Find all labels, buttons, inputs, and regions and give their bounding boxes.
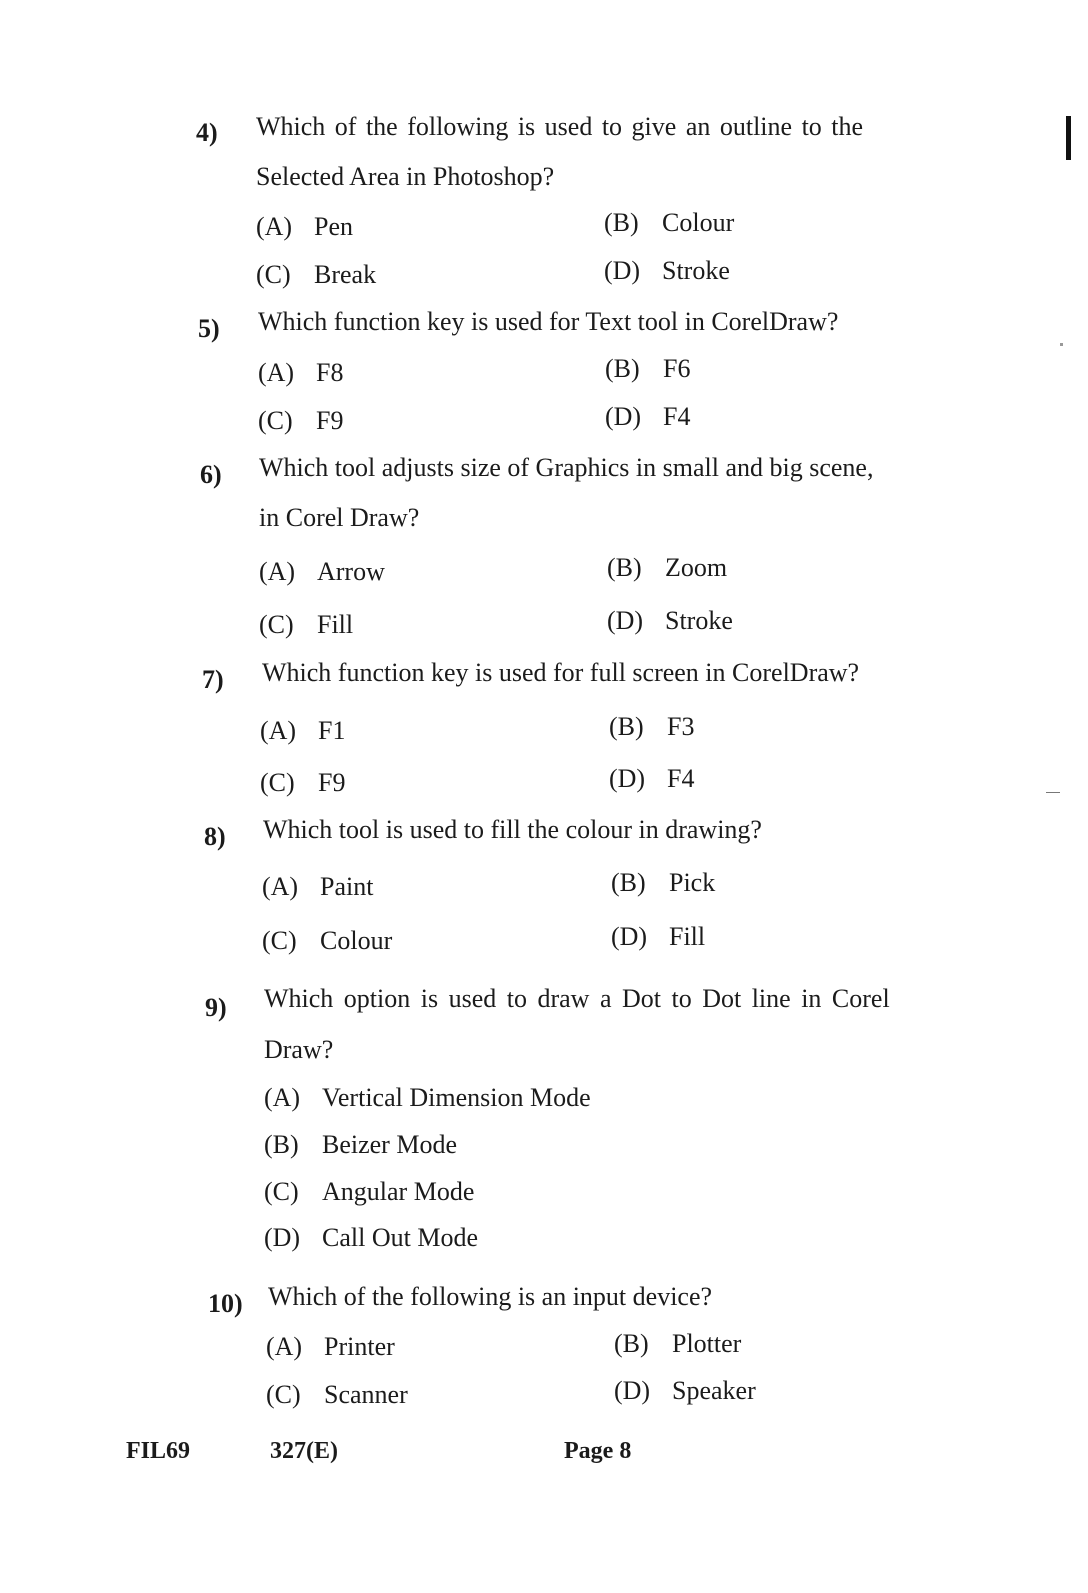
option-letter: (A)	[260, 716, 297, 745]
question-text: Which tool adjusts size of Graphics in small and big scene,	[259, 453, 874, 482]
option-c	[264, 1177, 474, 1207]
option-letter: (D)	[264, 1223, 301, 1252]
option-a	[260, 716, 345, 746]
question-number: 9)	[205, 993, 227, 1022]
question-text: Which function key is used for Text tool in CorelDraw?	[258, 307, 839, 336]
question-number: 7)	[202, 665, 224, 694]
option-d	[605, 402, 690, 432]
option-text: F1	[318, 716, 346, 745]
footer-page-number: Page 8	[564, 1438, 632, 1464]
scan-speck	[1046, 792, 1060, 793]
question-text: Which function key is used for full screen in CorelDraw?	[262, 658, 860, 687]
option-letter: (D)	[604, 256, 641, 285]
option-text: F9	[316, 406, 344, 435]
option-text: Pick	[669, 868, 716, 897]
question-number: 8)	[204, 822, 226, 851]
option-d	[264, 1223, 478, 1253]
option-d	[604, 256, 730, 286]
option-d	[607, 606, 733, 636]
question-text-continued: Selected Area in Photoshop?	[256, 162, 555, 191]
question-text: Which option is used to draw a Dot to Dot line in Corel	[264, 984, 890, 1013]
option-b	[605, 354, 690, 384]
option-letter: (A)	[258, 358, 295, 387]
scan-edge-mark	[1066, 116, 1071, 160]
option-text: Call Out Mode	[322, 1223, 478, 1252]
option-letter: (B)	[605, 354, 640, 383]
option-a	[256, 212, 353, 242]
option-text: Paint	[320, 872, 374, 901]
option-d	[614, 1376, 756, 1406]
question-number: 6)	[200, 460, 222, 489]
option-b	[604, 208, 734, 238]
option-a	[262, 872, 373, 902]
option-letter: (C)	[256, 260, 291, 289]
option-d	[609, 764, 694, 794]
option-letter: (D)	[609, 764, 646, 793]
option-letter: (B)	[607, 553, 642, 582]
option-c	[259, 610, 353, 640]
option-c	[258, 406, 343, 436]
option-text: Fill	[317, 610, 354, 639]
option-letter: (B)	[604, 208, 639, 237]
option-text: F9	[318, 768, 346, 797]
scan-speck	[1060, 343, 1063, 346]
option-letter: (C)	[262, 926, 297, 955]
option-d	[611, 922, 705, 952]
option-c	[266, 1380, 408, 1410]
option-letter: (D)	[611, 922, 648, 951]
question-text-continued: Draw?	[264, 1035, 334, 1064]
option-letter: (B)	[611, 868, 646, 897]
option-c	[262, 926, 392, 956]
option-text: F6	[663, 354, 691, 383]
option-a	[264, 1083, 591, 1113]
question-text: Which tool is used to fill the colour in drawing?	[263, 815, 762, 844]
option-text: Colour	[320, 926, 393, 955]
option-text: Stroke	[662, 256, 730, 285]
option-letter: (C)	[258, 406, 293, 435]
footer-paper-number: 327(E)	[270, 1438, 338, 1464]
option-text: Beizer Mode	[322, 1130, 458, 1159]
option-text: Scanner	[324, 1380, 408, 1409]
option-text: Fill	[669, 922, 706, 951]
option-a	[266, 1332, 395, 1362]
option-text: F8	[316, 358, 344, 387]
option-letter: (C)	[260, 768, 295, 797]
question-number: 4)	[196, 118, 218, 147]
option-letter: (A)	[262, 872, 299, 901]
option-text: F4	[663, 402, 691, 431]
option-a	[258, 358, 343, 388]
option-text: Pen	[314, 212, 353, 241]
option-b	[611, 868, 715, 898]
question-text-continued: in Corel Draw?	[259, 503, 420, 532]
question-number: 5)	[198, 314, 220, 343]
option-letter: (D)	[605, 402, 642, 431]
option-b	[614, 1329, 741, 1359]
option-b	[607, 553, 727, 583]
option-letter: (A)	[259, 557, 296, 586]
option-text: Colour	[662, 208, 735, 237]
option-text: Arrow	[317, 557, 385, 586]
option-text: Speaker	[672, 1376, 756, 1405]
option-c	[260, 768, 345, 798]
option-letter: (D)	[607, 606, 644, 635]
option-text: Break	[314, 260, 377, 289]
option-letter: (A)	[256, 212, 293, 241]
option-c	[256, 260, 376, 290]
option-letter: (A)	[264, 1083, 301, 1112]
option-text: Angular Mode	[322, 1177, 475, 1206]
option-a	[259, 557, 385, 587]
option-letter: (C)	[266, 1380, 301, 1409]
option-letter: (B)	[614, 1329, 649, 1358]
option-text: F3	[667, 712, 695, 741]
option-letter: (B)	[609, 712, 644, 741]
option-text: F4	[667, 764, 695, 793]
question-number: 10)	[208, 1289, 243, 1318]
question-text: Which of the following is an input device?	[268, 1282, 713, 1311]
option-letter: (C)	[264, 1177, 299, 1206]
option-text: Zoom	[665, 553, 728, 582]
option-letter: (D)	[614, 1376, 651, 1405]
option-b	[609, 712, 694, 742]
option-text: Vertical Dimension Mode	[322, 1083, 591, 1112]
option-b	[264, 1130, 457, 1160]
option-text: Printer	[324, 1332, 395, 1361]
option-letter: (A)	[266, 1332, 303, 1361]
option-text: Plotter	[672, 1329, 742, 1358]
question-text: Which of the following is used to give an outline to the	[256, 112, 864, 141]
option-text: Stroke	[665, 606, 733, 635]
option-letter: (C)	[259, 610, 294, 639]
footer-code: FIL69	[126, 1438, 191, 1464]
option-letter: (B)	[264, 1130, 299, 1159]
